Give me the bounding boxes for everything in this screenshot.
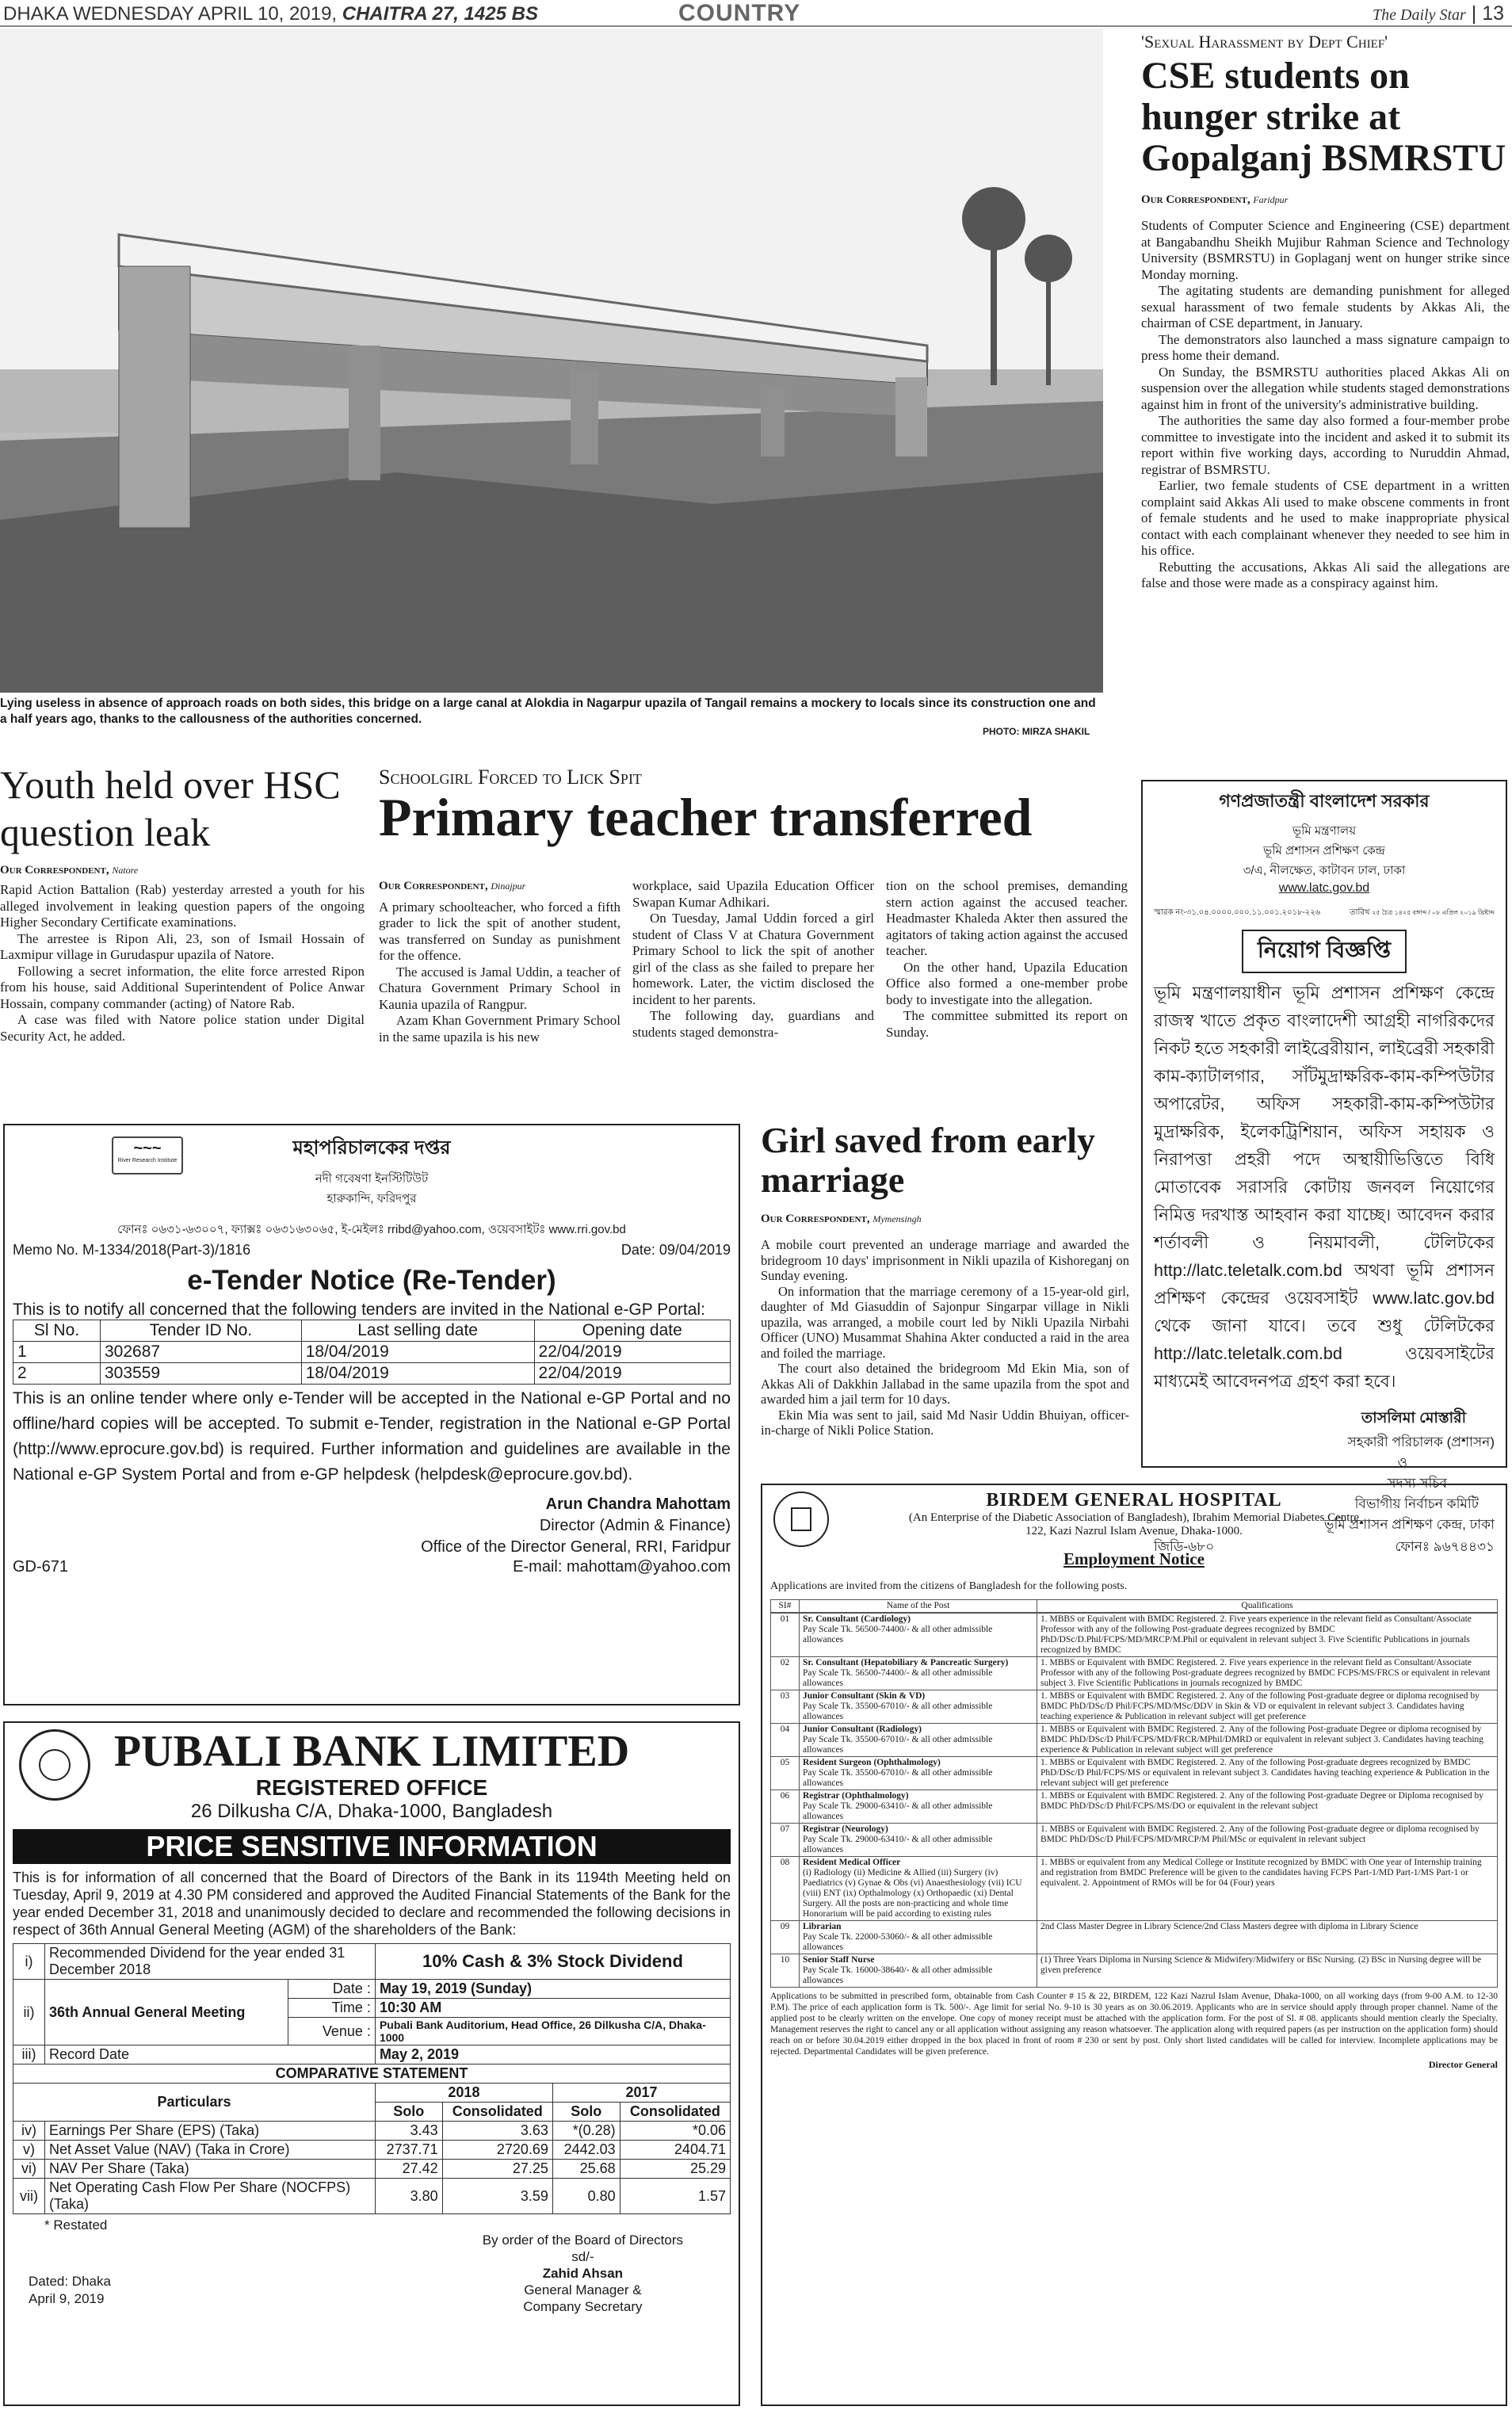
girl-para: On information that the marriage ceremony of a 15-year-old girl, daughter of Md Giasuddin of Sajonpur Singarpar village in Nikli upazila, was arranged, a mobile court led by Nikli Upazila Nirbahi Officer (UNO) Musammat Shahina Akter conducted a raid in the area and foiled the marriage.	[761, 1283, 1129, 1361]
pubali-address: 26 Dilkusha C/A, Dhaka-1000, Bangladesh	[190, 1801, 553, 1822]
latc-notice	[1141, 780, 1507, 1554]
latc-phone: ফোনঃ ৯৬৭৪৪৩১	[1395, 1539, 1495, 1554]
bengali-date: CHAITRA 27, 1425 BS	[342, 3, 538, 25]
girl-body	[761, 1237, 1129, 1438]
post-qualifications: 1. MBBS or Equivalent with BMDC Registered. 2. Five years experience in the relevant field as Consultant/Associate Professor with any of the following Post-graduate degrees recognized by BMDC PhD/DSc/D.Phil/FCPS/MD/MRCP/M.Phil or equivalent in relevant subject 3. Five Scientific Publications in journals recognized by BMDC	[1037, 1614, 1498, 1657]
post-qualifications: 1. MBBS or Equivalent with BMDC Registered. 2. Any of the following Post-graduate degrees recognized by BMDC PhD/DSc/D Phil/FCPS/MS or equivalent in relevant subject 3. Candidates having teaching experience & Publication in the relevant subject will get preference	[1037, 1757, 1498, 1790]
post-name-cell	[800, 1824, 1037, 1857]
masthead-small: The Daily Star	[1373, 6, 1466, 24]
post-qualifications: 2nd Class Master Degree in Library Science/2nd Class Masters degree with diploma in Library Science	[1037, 1921, 1498, 1954]
page-number: 13	[1482, 2, 1504, 25]
table-row	[771, 1857, 1498, 1921]
bridge-photo	[0, 29, 1103, 693]
birdem-rows-table	[770, 1613, 1498, 1988]
hsc-para: A case was filed with Natore police station under Digital Security Act, he added.	[0, 1012, 365, 1044]
teacher-place: Dinajpur	[491, 880, 526, 892]
post-serial: 10	[771, 1954, 800, 1988]
table-header: Sl No. Tender ID No. Last selling date Opening date	[13, 1320, 731, 1342]
cse-para: The agitating students are demanding punishment for alleged sexual harassment of two female students by Akkas Ali, the chairman of CSE department, in January.	[1141, 283, 1510, 330]
rri-logo: ~~~ River Research Institute	[112, 1136, 183, 1175]
table-row: i) Recommended Dividend for the year ended 31 December 2018 10% Cash & 3% Stock Dividend	[13, 1944, 731, 1980]
table-row	[771, 1921, 1498, 1954]
latc-date-label: তারিখ	[1350, 908, 1370, 917]
post-name: Registrar (Neurology)	[803, 1824, 888, 1834]
post-qualifications: 1. MBBS or Equivalent with BMDC Registered. 2. Any of the following Post-graduate degree or diploma recognised by BMDC PhD/DSc/D Phil/FCPS/MD/MRCP/M Phil/MSc or equivalent in relevant subject	[1037, 1824, 1498, 1857]
post-name-cell	[800, 1921, 1037, 1954]
post-serial: 01	[771, 1614, 800, 1657]
post-name-cell	[800, 1724, 1037, 1757]
rri-intro: This is to notify all concerned that the following tenders are invited in the National e-GP Portal:	[13, 1301, 705, 1319]
table-row: ii) 36th Annual General Meeting Date : May 19, 2019 (Sunday)	[13, 1980, 731, 1999]
table-row	[771, 1614, 1498, 1657]
table-row: vi) NAV Per Share (Taka) 27.42 27.25 25.68 25.29	[13, 2160, 731, 2179]
birdem-notice	[761, 1484, 1507, 2406]
post-pay: Pay Scale Tk. 29000-63410/- & all other admissible allowances	[803, 1801, 993, 1821]
teacher-para: On Tuesday, Jamal Uddin forced a girl student of Class V at Chatura Government Primary School to lick the spit of another girl of the class as she failed to prepare her homework. Later, the victim disclosed the incident to her parents.	[632, 911, 874, 1007]
rri-place: হারুকান্দি, ফরিদপুর	[326, 1192, 417, 1205]
table-row: iii) Record Date May 2, 2019	[13, 2045, 731, 2065]
post-serial: 09	[771, 1921, 800, 1954]
girl-headline: Girl saved from early marriage	[761, 1120, 1095, 1200]
pubali-order: By order of the Board of Directors	[482, 2233, 683, 2248]
girl-byline: Our Correspondent,	[761, 1213, 870, 1225]
post-pay: Pay Scale Tk. 29000-63410/- & all other admissible allowances	[803, 1835, 993, 1854]
post-pay: Pay Scale Tk. 22000-53060/- & all other admissible allowances	[803, 1932, 993, 1952]
post-pay: Pay Scale Tk. 35500-67010/- & all other admissible allowances	[803, 1702, 993, 1721]
birdem-title: Employment Notice	[1063, 1549, 1205, 1568]
table-row: vii) Net Operating Cash Flow Per Share (NOCFPS) (Taka) 3.80 3.59 0.80 1.57	[13, 2179, 731, 2214]
cse-para: The demonstrators also launched a mass signature campaign to press home their demand.	[1141, 331, 1510, 363]
pubali-title: Company Secretary	[523, 2299, 643, 2314]
bridge-illustration	[0, 29, 1103, 693]
pubali-dated: Dated: Dhaka	[29, 2274, 111, 2289]
latc-text: ভূমি মন্ত্রণালয়াধীন ভূমি প্রশাসন প্রশিক্ষণ কেন্দ্রে রাজস্ব খাতে প্রকৃত বাংলাদেশী আগ্রহী নাগরিকদের নিকট হতে সহকারী লাইব্রেরীয়ান, লাইব্রেরী সহকারী কাম-ক্যাটালগার, সাঁটমুদ্রাক্ষরিক-কাম-কম্পিউটার অপারেটর, অফিস সহকারী-কাম-কম্পিউটার মুদ্রাক্ষরিক, ইলেকট্রিশিয়ান, অফিস সহায়ক ও নিরাপত্তা প্রহরী পদে অস্থায়ীভিত্তিতে বিধি মোতাবেক সরাসরি কোটায় জনবল নিয়োগের নিমিত্ত দরখাস্ত আহবান করা যাচ্ছে। আবেদন করার শর্তাবলী ও নিয়মাবলী, টেলিটকের http://latc.teletalk.com.bd অথবা ভূমি প্রশাসন প্রশিক্ষণ কেন্দ্রের ওয়েবসাইট www.latc.gov.bd থেকে জানা যাবে। তবে শুধু টেলিটকের http://latc.teletalk.com.bd ওয়েবসাইটের মাধ্যমেই আবেদনপত্র গ্রহণ করা হবে।	[1154, 984, 1495, 1391]
cse-para: On Sunday, the BSMRSTU authorities placed Akkas Ali on suspension over the allegation while students staged demonstrations against him in front of the university's administrative building.	[1141, 364, 1510, 412]
table-row	[771, 1657, 1498, 1690]
post-pay: Pay Scale Tk. 56500-74400/- & all other admissible allowances	[803, 1668, 993, 1688]
hsc-headline: Youth held over HSC question leak	[0, 762, 341, 854]
birdem-intro: Applications are invited from the citizens of Bangladesh for the following posts.	[770, 1580, 1128, 1592]
teacher-para: The accused is Jamal Uddin, a teacher of Chatura Government Primary School in Kaunia upazila of Rangpur.	[379, 964, 620, 1012]
photo-credit: PHOTO: MIRZA SHAKIL	[983, 726, 1090, 737]
birdem-name: BIRDEM GENERAL HOSPITAL	[986, 1490, 1282, 1511]
teacher-para: On the other hand, Upazila Education Office also formed a one-member probe body to investigate into the allegation.	[886, 959, 1128, 1007]
post-qualifications: 1. MBBS or Equivalent with BMDC Registered. 2. Any of the following Post-graduate degree or diploma recognised by BMDC PhD/DSc/D Phil/FCPS/MD/MSc/DDV in Skin & VD or equivalent in relevant subject 3. Candidates having teaching experience & Publication in relevant subject will get preference	[1037, 1690, 1498, 1724]
cse-para: Earlier, two female students of CSE department in a written complaint said Akkas Ali used to make obscene comments in front of female students and he used to make inappropriate physical contact with each complainant whenever they needed to see him in his office.	[1141, 478, 1510, 558]
latc-web-link[interactable]: www.latc.gov.bd	[1278, 881, 1370, 895]
cse-para: The authorities the same day also formed a four-member probe committee to investigate into the incident and asked it to submit its report within five working days, according to Nuruddin Ahmad, registrar of BSMRSTU.	[1141, 413, 1510, 477]
post-name: Senior Staff Nurse	[803, 1955, 875, 1965]
rri-contact: ফোনঃ ০৬৩১-৬৩০০৭, ফ্যাক্সঃ ০৬৩১৬৩০৬৫, ই-মেইলঃ rribd@yahoo.com, ওয়েবসাইটঃ www.rri.gov.bd	[117, 1223, 626, 1236]
photo-caption: Lying useless in absence of approach roads on both sides, this bridge on a large canal at Alokdia in Nagarpur upazila of Tangail remains a mockery to locals since its construction one and a half years ago, thanks to the callousness of the authorities concerned.	[0, 697, 1096, 726]
latc-id: জিডি-৬৮০	[1154, 1539, 1215, 1554]
latc-sign-line: সহকারী পরিচালক (প্রশাসন)	[1347, 1434, 1495, 1450]
rri-sign-line: Director (Admin & Finance)	[539, 1517, 731, 1534]
rri-email: E-mail: mahottam@yahoo.com	[513, 1558, 731, 1576]
hsc-para: Rapid Action Battalion (Rab) yesterday arrested a youth for his alleged involvement in leaking question papers of the ongoing Higher Secondary Certificate examinations.	[0, 882, 365, 930]
teacher-kicker: Schoolgirl Forced to Lick Spit	[379, 766, 642, 789]
post-qualifications: 1. MBBS or Equivalent with BMDC Registered. 2. Any of the following Post-graduate Degree or diploma recognised by BMDC PhD/DSc/D Phil/FCPS/MD/FRCR/MPhil/DMRD or equivalent in relevant subject 3. Candidates having teaching experience & Publication in relevant subject will get preference	[1037, 1724, 1498, 1757]
hsc-body	[0, 882, 365, 1045]
table-row	[771, 1724, 1498, 1757]
pubali-date: April 9, 2019	[29, 2291, 105, 2306]
post-pay: Pay Scale Tk. 56500-74400/- & all other admissible allowances	[803, 1625, 993, 1644]
table-row: 1 302687 18/04/2019 22/04/2019	[13, 1342, 731, 1363]
latc-sign-line: সদস্য সচিব	[1387, 1476, 1447, 1491]
pubali-notice	[3, 1721, 740, 2406]
teacher-story	[379, 766, 1132, 1045]
latc-gov: গণপ্রজাতন্ত্রী বাংলাদেশ সরকার	[1219, 791, 1430, 811]
pubali-title: General Manager &	[524, 2282, 642, 2298]
post-name-cell	[800, 1857, 1037, 1921]
birdem-address: 122, Kazi Nazrul Islam Avenue, Dhaka-1000.	[1025, 1525, 1243, 1537]
table-row: 2 303559 18/04/2019 22/04/2019	[13, 1363, 731, 1385]
pubali-banner: PRICE SENSITIVE INFORMATION	[13, 1829, 731, 1864]
cse-story	[1141, 32, 1510, 592]
rri-title: e-Tender Notice (Re-Tender)	[187, 1265, 556, 1296]
latc-sign-line: ভূমি প্রশাসন প্রশিক্ষণ কেন্দ্র, ঢাকা	[1323, 1517, 1495, 1532]
rri-institute: নদী গবেষণা ইনস্টিটিউট	[315, 1172, 429, 1186]
pubali-logo-icon	[19, 1729, 90, 1801]
pubali-office: REGISTERED OFFICE	[255, 1775, 488, 1800]
rri-id: GD-671	[13, 1558, 69, 1576]
birdem-logo-icon	[773, 1492, 829, 1547]
post-name-cell	[800, 1757, 1037, 1790]
cse-place: Faridpur	[1253, 194, 1289, 205]
post-pay: Pay Scale Tk. 35500-67010/- & all other admissible allowances	[803, 1768, 993, 1788]
rri-signer: Arun Chandra Mahottam	[545, 1495, 731, 1513]
hsc-para: The arrestee is Ripon Ali, 23, son of Ismail Hossain of Laxmipur village in Gurudaspur upazila of Natore.	[0, 930, 365, 962]
hsc-para: Following a secret information, the elite force arrested Ripon from his house, said Additional Superintendent of Police Anwar Hossain, company commander (acting) of Natore Rab.	[0, 963, 365, 1011]
post-name-cell	[800, 1614, 1037, 1657]
latc-address: ৩/এ, নীলক্ষেত, কাটাবন ঢাল, ঢাকা	[1243, 864, 1406, 877]
post-serial: 08	[771, 1857, 800, 1921]
section-name: COUNTRY	[678, 0, 801, 26]
post-serial: 02	[771, 1657, 800, 1690]
girl-story	[761, 1121, 1129, 1438]
cse-headline: CSE students on hunger strike at Gopalganj BSMRSTU	[1141, 55, 1506, 179]
rri-office: মহাপরিচালকের দপ্তর	[292, 1137, 451, 1159]
post-pay: Pay Scale Tk. 35500-67010/- & all other admissible allowances	[803, 1735, 993, 1755]
post-name-cell	[800, 1954, 1037, 1988]
page-header: DHAKA WEDNESDAY APRIL 10, 2019, CHAITRA 27, 1425 BS COUNTRY The Daily Star | 13	[0, 0, 1512, 27]
latc-signer: তাসলিমা মোস্তারী	[1361, 1410, 1466, 1427]
post-name: Registrar (Ophthalmology)	[803, 1791, 909, 1801]
post-name-cell	[800, 1790, 1037, 1824]
table-row	[771, 1690, 1498, 1724]
girl-place: Mymensingh	[872, 1213, 922, 1224]
birdem-signer: Director General	[1428, 2059, 1498, 2070]
cse-para: Students of Computer Science and Engineering (CSE) department at Bangabandhu Sheikh Mujibur Rahman Science and Technology University (BSMRSTU) in Goplaganj went on hunger strike since Monday morning.	[1141, 218, 1510, 282]
teacher-byline: Our Correspondent,	[379, 880, 488, 892]
post-qualifications: 1. MBBS or Equivalent with BMDC Registered. 2. Five years experience in the relevant field as Consultant/Associate Professor with any of the following Post-graduate degrees recognized by BMDC FCPS/MS/FRCS or equivalent in relevant subject 3. Five Scientific Publications in journals recognized by BMDC	[1037, 1657, 1498, 1690]
cse-kicker: 'Sexual Harassment by Dept Chief'	[1141, 32, 1388, 52]
rri-memo: Memo No. M-1334/2018(Part-3)/1816	[13, 1242, 251, 1258]
table-row: iv) Earnings Per Share (EPS) (Taka) 3.43 3.63 *(0.28) *0.06	[13, 2122, 731, 2141]
post-serial: 06	[771, 1790, 800, 1824]
post-serial: 04	[771, 1724, 800, 1757]
latc-date: ২৫ চৈত্র ১৪২৫ বঙ্গাব্দ / ০৮ এপ্রিল ২০১৯ খ্রিষ্টাব্দ	[1372, 909, 1495, 916]
post-name: Junior Consultant (Skin & VD)	[803, 1691, 926, 1701]
dateline: DHAKA WEDNESDAY APRIL 10, 2019,	[3, 3, 338, 25]
teacher-para: A primary schoolteacher, who forced a fifth grader to lick the spit of another student, was transferred on Sunday as punishment for the offence.	[379, 899, 620, 963]
post-name: Resident Surgeon (Ophthalmology)	[803, 1758, 941, 1767]
table-row	[771, 1824, 1498, 1857]
post-name-cell	[800, 1690, 1037, 1724]
latc-title: নিয়োগ বিজ্ঞপ্তি	[1242, 930, 1407, 973]
post-name: Librarian	[803, 1922, 842, 1931]
pubali-name: PUBALI BANK LIMITED	[113, 1727, 630, 1776]
latc-sign-line: ও	[1397, 1455, 1407, 1470]
post-name: Sr. Consultant (Hepatobiliary & Pancreatic Surgery)	[803, 1658, 1009, 1667]
teacher-para: Azam Khan Government Primary School in the same upazila is his new	[379, 1013, 620, 1045]
post-pay: (i) Radiology (ii) Medicine & Allied (iii) Surgery (iv) Paediatrics (v) Gynae & Obs (vi) Anaesthesiology (vii) ICU (viii) ENT (ix) Opthalmology (x) Orthopaedic (xi) Dental Surgery. All the posts are non-practicing and whole time Honorarium will be paid according to existing rules	[803, 1868, 1022, 1919]
post-name: Junior Consultant (Radiology)	[803, 1725, 922, 1734]
cse-para: Rebutting the accusations, Akkas Ali said the allegations are false and those were made as a conspiracy against him.	[1141, 559, 1510, 590]
table-row	[771, 1790, 1498, 1824]
girl-para: The court also detained the bridegroom Md Ekin Mia, son of Akkas Ali of Dakkhin Jallabad in the same upazila from the spot and awarded him a jail term for 10 days.	[761, 1361, 1129, 1407]
cse-body	[1141, 218, 1510, 592]
teacher-para: tion on the school premises, demanding stern action against the accused teacher. Headmaster Khaleda Akter then assured the agitators of taking action against the accused teacher.	[886, 878, 1128, 958]
rri-sign-line: Office of the Director General, RRI, Faridpur	[421, 1538, 731, 1556]
rri-date: Date: 09/04/2019	[620, 1242, 731, 1258]
table-row	[771, 1757, 1498, 1790]
latc-ministry: ভূমি মন্ত্রণালয়	[1292, 824, 1357, 838]
cse-byline: Our Correspondent,	[1141, 193, 1250, 206]
birdem-footer: Applications to be submitted in prescribed form, obtainable from Cash Counter # 15 & 22, BIRDEM, 122 Kazi Nazrul Islam Avenue, Dhaka-1000, on all working days (from 9-00 A.M. to 12-30 P.M). The price of each application form is Tk. 500/-. Age limit for serial No. 9-10 is 30 years as on 30.06.2019. Applicants who are in service should apply through proper channel. Name of the applied post to be clearly written on the envelope. One copy of money receipt must be attached with the application form. For the post of Sl. # 08. applicants should mention clearly the Specialty. Management reserves the right to cancel any or all application without assigning any reason whatsoever. The application along with required papers (as per instruction on the application form) should reach on or before 30.04.2019 either dropped in the box placed in front of room # 230 or sent by post. Only short listed candidates will be called for interview. Incomplete applications may be rejected. Departmental Candidates will be given preference.	[770, 1992, 1498, 2057]
table-header: SI# Name of the Post Qualifications	[771, 1600, 1498, 1613]
pubali-signer: Zahid Ahsan	[542, 2266, 624, 2281]
birdem-rows	[770, 1613, 1498, 1988]
post-name: Resident Medical Officer	[803, 1858, 901, 1867]
rri-tender-table	[13, 1320, 731, 1385]
latc-memo: স্মারক নং-৩১.০৪.০০০০.০০০.১১.০০১.২০১৮-২২৬	[1154, 908, 1321, 917]
teacher-para: The following day, guardians and students staged demonstra-	[632, 1008, 874, 1040]
birdem-sub: (An Enterprise of the Diabetic Association of Bangladesh), Ibrahim Memorial Diabetes Centre	[908, 1511, 1360, 1524]
hsc-place: Natore	[112, 865, 139, 876]
rri-tender-notice	[3, 1124, 740, 1705]
hsc-story	[0, 761, 365, 1045]
girl-para: A mobile court prevented an underage marriage and awarded the bridegroom 10 days' imprisonment in Nikli upazila of Kishoreganj on Sunday evening.	[761, 1237, 1129, 1283]
post-qualifications: 1. MBBS or equivalent from any Medical College or Institute recognized by BMDC with One year of Internship training and registration from BMDC Preference will be given to the candidates having FCPS Part-1/MD Part-1/MS Part-1 or equivalent. 2. Appointment of RMOs will be for 04 (Four) years	[1037, 1857, 1498, 1921]
pubali-intro: This is for information of all concerned that the Board of Directors of the Bank in its 1194th Meeting held on Tuesday, April 9, 2019 at 4.30 PM considered and approved the Audited Financial Statements of the Bank for the year ended December 31, 2018 and unanimously decided to declare and recommended the following decisions in respect of 36th Annual General Meeting (AGM) of the shareholders of the Bank:	[13, 1870, 731, 1938]
post-qualifications: (1) Three Years Diploma in Nursing Science & Midwifery/Midwifery or BSc Nursing. (2) BSc in Nursing degree will be given preference	[1037, 1954, 1498, 1988]
post-serial: 05	[771, 1757, 800, 1790]
post-name-cell	[800, 1657, 1037, 1690]
post-qualifications: 1. MBBS or Equivalent with BMDC Registered. 2. Any of the following Post-graduate Degree or Diploma recognised by BMDC PhD/DSc/D Phil/FCPS/MS/DO or equivalent in the relevant subject	[1037, 1790, 1498, 1824]
pubali-sd: sd/-	[571, 2249, 594, 2264]
table-row: v) Net Asset Value (NAV) (Taka in Crore) 2737.71 2720.69 2442.03 2404.71	[13, 2141, 731, 2160]
latc-center: ভূমি প্রশাসন প্রশিক্ষণ কেন্দ্র	[1263, 844, 1385, 858]
teacher-para: The committee submitted its report on Sunday.	[886, 1008, 1128, 1040]
teacher-para: workplace, said Upazila Education Officer Swapan Kumar Adhikari.	[632, 878, 874, 910]
post-serial: 03	[771, 1690, 800, 1724]
hsc-byline: Our Correspondent,	[0, 864, 109, 877]
pubali-restated: * Restated	[44, 2217, 108, 2233]
post-serial: 07	[771, 1824, 800, 1857]
post-pay: Pay Scale Tk. 16000-38640/- & all other admissible allowances	[803, 1965, 993, 1985]
pubali-table: i) Recommended Dividend for the year ended 31 December 2018 10% Cash & 3% Stock Dividend ii) 36th Annual General Meeting Date : May 19, 2019 (Sunday) Time : 10:30 AM Venue : Pubali Bank Auditorium, Head Office, 26 Dilkusha C/A, Dhaka-1000 iii) Record Date May 2, 2019 COMPARATIVE STATEMENT Particulars 2018 2017 Solo Consolidated Solo Consolidated iv) Earnings Per Share (EPS) (Taka) 3.43 3.63 *(0.28) *0.06 v) Net Asset Value (NAV) (Taka in Crore) 2737.71 2720.69 2442.03 2404.71 vi) NAV Per Share (Taka) 27.42 27.25 25.68 25.29 vii) Net Operating Cash Flow Per Share (NOCFPS) (Taka) 3.80 3.59 0.80 1.57	[13, 1943, 731, 2214]
girl-para: Ekin Mia was sent to jail, said Md Nasir Uddin Bhuiyan, officer-in-charge of Nikli Police Station.	[761, 1407, 1129, 1438]
teacher-headline: Primary teacher transferred	[379, 787, 1033, 847]
latc-sign-line: বিভাগীয় নির্বাচন কমিটি	[1354, 1496, 1479, 1511]
pubali-comparative: COMPARATIVE STATEMENT	[13, 2065, 731, 2084]
birdem-table	[770, 1599, 1498, 1613]
post-name: Sr. Consultant (Cardiology)	[803, 1614, 911, 1624]
table-row	[771, 1954, 1498, 1988]
rri-body: This is an online tender where only e-Tender will be accepted in the National e-GP Portal and no offline/hard copies will be accepted. To submit e-Tender, registration in the National e-GP Portal (http://www.eprocure.gov.bd) is required. Further information and guidelines are available in the National e-GP System Portal and from e-GP helpdesk (helpdesk@eprocure.gov.bd).	[13, 1389, 731, 1484]
